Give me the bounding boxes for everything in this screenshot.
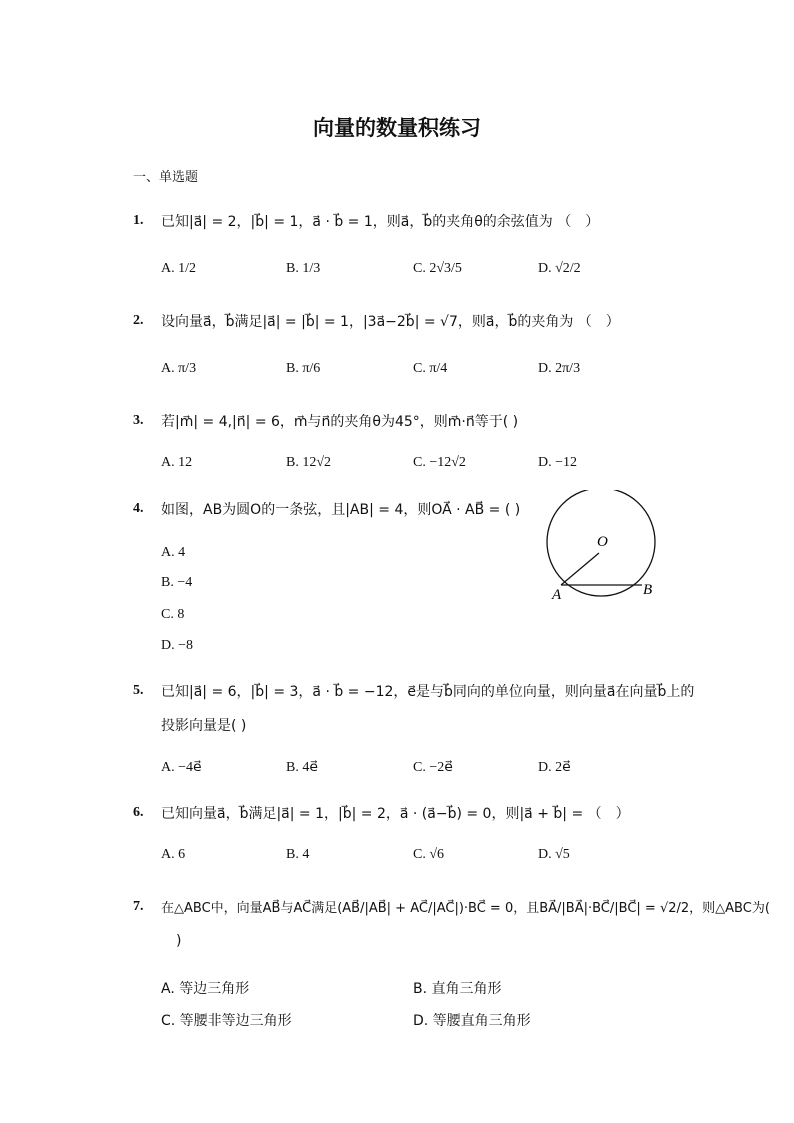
option-d: D. 2π/3	[538, 361, 581, 376]
option-c: C. −12√2	[413, 455, 466, 470]
option-a: A. 等边三角形	[161, 981, 250, 997]
option-b: B. 直角三角形	[413, 981, 502, 997]
question-number: 7.	[133, 899, 144, 914]
question-number: 4.	[133, 501, 144, 516]
option-b: B. π/6	[286, 361, 321, 376]
question-number: 5.	[133, 683, 144, 698]
option-a: A. 12	[161, 455, 193, 470]
option-d: D. √2/2	[538, 261, 581, 276]
radius-oa-line	[561, 553, 599, 585]
question-number: 1.	[133, 213, 144, 228]
option-a: A. 1/2	[161, 261, 196, 276]
option-c: C. π/4	[413, 361, 448, 376]
option-a: A. 4	[161, 545, 186, 560]
question-text-cont: )	[176, 933, 182, 949]
option-d: D. −8	[161, 638, 194, 653]
question-number: 6.	[133, 805, 144, 820]
question-text: 已知向量a⃗，b⃗满足|a⃗| = 1，|b⃗| = 2，a⃗ · (a⃗−b⃗) = 0，则|a⃗ + b⃗| = （ ）	[161, 806, 630, 822]
label-a: A	[552, 587, 562, 603]
option-d: D. −12	[538, 455, 578, 470]
question-text: 若|m⃗| = 4,|n⃗| = 6，m⃗与n⃗的夹角θ为45°，则m⃗·n⃗等于( )	[161, 414, 519, 430]
option-c: C. √6	[413, 847, 445, 862]
option-a: A. π/3	[161, 361, 197, 376]
question-number: 3.	[133, 413, 144, 428]
option-c: C. 2√3/5	[413, 261, 462, 276]
question-text: 已知|a⃗| = 2，|b⃗| = 1，a⃗ · b⃗ = 1，则a⃗，b⃗的夹角θ的余弦值为 （ ）	[161, 214, 600, 230]
question-text: 在△ABC中，向量AB⃗与AC⃗满足(AB⃗/|AB⃗| + AC⃗/|AC⃗|)·BC⃗ = 0，且BA⃗/|BA⃗|·BC⃗/|BC⃗| = √2/2，则△ABC为(	[161, 901, 770, 916]
option-d: D. 2e⃗	[538, 760, 571, 775]
option-b: B. 4e⃗	[286, 760, 318, 775]
option-b: B. −4	[161, 575, 193, 590]
option-d: D. √5	[538, 847, 570, 862]
circle-figure	[540, 490, 665, 605]
option-d: D. 等腰直角三角形	[413, 1013, 531, 1029]
option-c: C. 等腰非等边三角形	[161, 1013, 292, 1029]
question-number: 2.	[133, 313, 144, 328]
option-c: C. 8	[161, 607, 185, 622]
question-text: 已知|a⃗| = 6，|b⃗| = 3，a⃗ · b⃗ = −12，e⃗是与b⃗同向的单位向量，则向量a⃗在向量b⃗上的	[161, 684, 695, 700]
option-b: B. 12√2	[286, 455, 332, 470]
question-text: 设向量a⃗，b⃗满足|a⃗| = |b⃗| = 1，|3a⃗−2b⃗| = √7，则a⃗，b⃗的夹角为 （ ）	[161, 314, 620, 330]
option-b: B. 4	[286, 847, 310, 862]
option-b: B. 1/3	[286, 261, 321, 276]
option-a: A. −4e⃗	[161, 760, 202, 775]
question-text-cont: 投影向量是( )	[161, 718, 247, 734]
section-heading: 一、单选题	[133, 170, 199, 185]
option-a: A. 6	[161, 847, 186, 862]
label-o: O	[597, 534, 608, 550]
question-text: 如图，AB为圆O的一条弦，且|AB| = 4，则OA⃗ · AB⃗ = ( )	[161, 502, 521, 518]
page-title: 向量的数量积练习	[313, 116, 481, 140]
option-c: C. −2e⃗	[413, 760, 453, 775]
label-b: B	[643, 582, 653, 598]
